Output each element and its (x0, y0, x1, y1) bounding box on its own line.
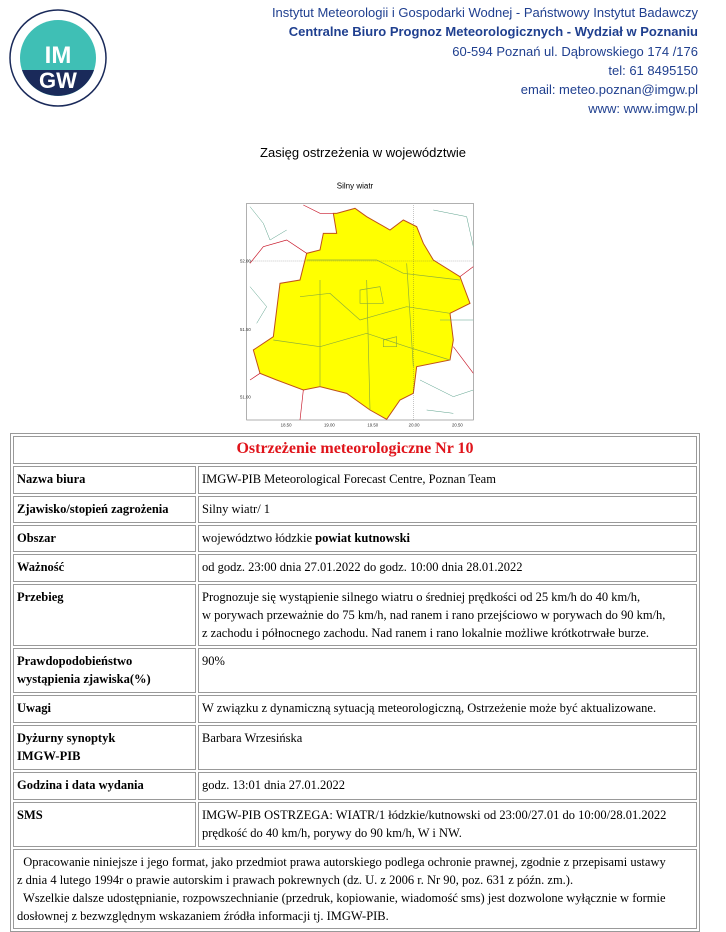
table-row (13, 695, 697, 723)
row-value: 90% (198, 648, 697, 693)
row-value (198, 525, 697, 552)
lon-tick: 18.50 (280, 422, 292, 428)
row-value: W związku z dynamiczną sytuacją meteorologiczną, Ostrzeżenie może być aktualizowane. (198, 695, 697, 723)
lat-tick: 52.00 (240, 258, 251, 264)
institute-header (272, 3, 698, 119)
text-line: Prognozuje się wystąpienie silnego wiatru o średniej prędkości od 25 km/h do 40 km/h, (202, 590, 641, 604)
text-line: w porywach przeważnie do 75 km/h, nad ranem i rano przejściowo w porywach do 90 km/h, (202, 608, 666, 622)
text-line: Prawdopodobieństwo (17, 654, 133, 668)
website[interactable]: www: www.imgw.pl (588, 101, 698, 117)
lon-tick: 20.00 (408, 422, 420, 428)
office-name: Centralne Biuro Prognoz Meteorologicznych - Wydział w Poznaniu (288, 24, 698, 40)
row-label (13, 648, 196, 693)
row-label: Zjawisko/stopień zagrożenia (13, 496, 196, 523)
row-value: Silny wiatr/ 1 (198, 496, 697, 523)
row-label: Godzina i data wydania (13, 772, 196, 800)
text-line: dosłownej z bezwzględnym wskazaniem źródła informacji tj. IMGW-PIB. (17, 909, 389, 923)
lat-tick: 51.00 (240, 394, 251, 400)
table-row (13, 584, 697, 646)
table-row (13, 554, 697, 582)
email[interactable]: email: meteo.poznan@imgw.pl (520, 82, 698, 98)
address: 60-594 Poznań ul. Dąbrowskiego 174 /176 (452, 43, 698, 59)
table-row (13, 802, 697, 847)
text-line: prędkość do 40 km/h, porywy do 90 km/h, W i NW. (202, 826, 462, 840)
row-value: Barbara Wrzesińska (198, 725, 697, 770)
row-value (198, 584, 697, 646)
table-row (13, 725, 697, 770)
svg-text:IM: IM (44, 42, 72, 69)
table-row (13, 648, 697, 693)
text-line: Opracowanie niniejsze i jego format, jako przedmiot prawa autorskiego podlega ochronie prawnej, zgodnie z przepisami ustawy (17, 855, 666, 869)
svg-text:GW: GW (39, 68, 77, 93)
phone: tel: 61 8495150 (608, 62, 698, 78)
text-line: z dnia 4 lutego 1994r o prawie autorskim i prawach pokrewnych (dz. U. z 2006 r. Nr 90, poz. 631 z późn. zm.). (17, 873, 574, 887)
warning-map (220, 180, 490, 430)
row-label: SMS (13, 802, 196, 847)
imgw-logo (8, 8, 108, 108)
row-label: Ważność (13, 554, 196, 582)
row-label: Uwagi (13, 695, 196, 723)
table-row (13, 466, 697, 494)
text-line: IMGW-PIB OSTRZEGA: WIATR/1 łódzkie/kutnowski od 23:00/27.01 do 10:00/28.01.2022 (202, 808, 667, 822)
lon-tick: 19.50 (367, 422, 379, 428)
copyright-footer (13, 849, 697, 929)
text-line: Wszelkie dalsze udostępnianie, rozpowszechnianie (przedruk, kopiowanie, wiadomość sms) jest dozwolone wyłącznie w formie (17, 891, 666, 905)
row-label (13, 725, 196, 770)
row-value (198, 802, 697, 847)
text-line: z zachodu i północnego zachodu. Nad ranem i rano lokalnie możliwe krótkotrwałe burze. (202, 626, 650, 640)
lat-tick: 51.50 (240, 327, 251, 332)
text-line: IMGW-PIB (17, 749, 81, 763)
row-label: Przebieg (13, 584, 196, 646)
row-value: od godz. 23:00 dnia 27.01.2022 do godz. 10:00 dnia 28.01.2022 (198, 554, 697, 582)
lon-tick: 19.00 (324, 422, 335, 428)
row-label: Obszar (13, 525, 196, 552)
row-value: godz. 13:01 dnia 27.01.2022 (198, 772, 697, 800)
map-section-title: Zasięg ostrzeżenia w województwie (260, 145, 466, 160)
text-line: wystąpienia zjawiska(%) (17, 672, 151, 686)
table-row (13, 772, 697, 800)
area-region: województwo łódzkie (202, 531, 316, 545)
warning-title: Ostrzeżenie meteorologiczne Nr 10 (13, 436, 697, 464)
warning-table (10, 433, 700, 932)
row-value: IMGW-PIB Meteorological Forecast Centre, Poznan Team (198, 466, 697, 494)
row-label: Nazwa biura (13, 466, 196, 494)
table-row (13, 496, 697, 523)
area-county: powiat kutnowski (315, 531, 410, 545)
table-row (13, 525, 697, 552)
institute-name: Instytut Meteorologii i Gospodarki Wodnej - Państwowy Instytut Badawczy (271, 5, 698, 20)
map-title: Silny wiatr (336, 181, 374, 191)
text-line: Dyżurny synoptyk (17, 731, 116, 745)
lon-tick: 20.50 (452, 422, 463, 428)
